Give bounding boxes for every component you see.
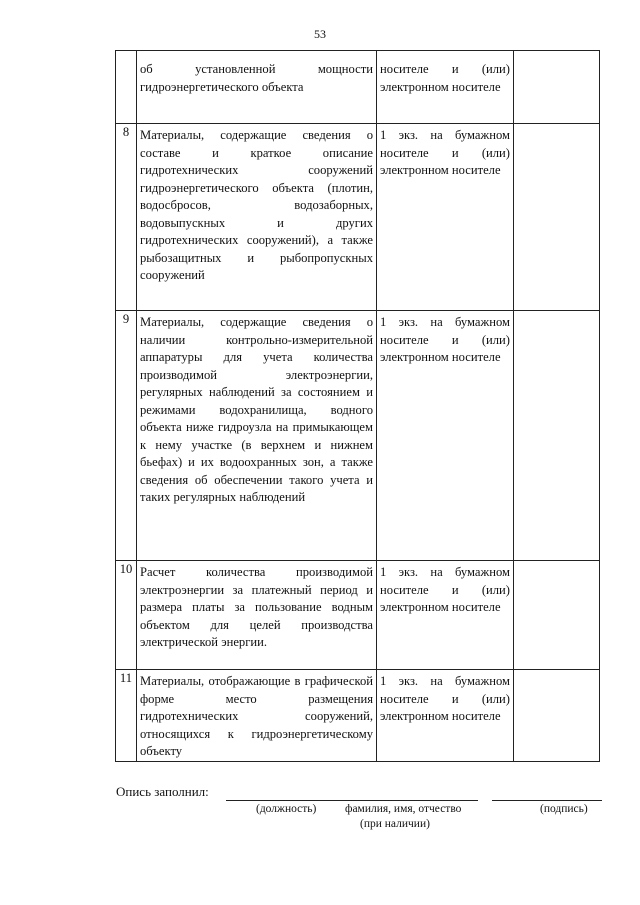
document-name: Материалы, отображающие в графической форме место размещения гидротехнических сооружений, относящихся к гидроэнергетическому объекту xyxy=(137,670,377,762)
document-name: Материалы, содержащие сведения о составе и краткое описание гидротехнических сооружений гидроэнергетического объекта (плотин, водосбросов, водозаборных, водовыпускных и других гидротехнических сооружений), а также рыбозащитных и рыбопропускных сооружений xyxy=(137,124,377,311)
position-caption: (должность) xyxy=(256,803,317,815)
note-cell xyxy=(514,51,600,124)
note-cell xyxy=(514,311,600,561)
note-cell xyxy=(514,124,600,311)
table-row xyxy=(116,311,600,561)
document-name: Расчет количества производимой электроэнергии за платежный период и размера платы за пользование водным объектом для целей производства электрической энергии. xyxy=(137,561,377,670)
inventory-table xyxy=(115,50,600,762)
document-name: об установленной мощности гидроэнергетического объекта xyxy=(137,51,377,124)
name-caption: фамилия, имя, отчество xyxy=(345,803,462,815)
note-cell xyxy=(514,670,600,762)
row-number: 10 xyxy=(116,561,137,670)
signature-line xyxy=(492,786,602,801)
document-name: Материалы, содержащие сведения о наличии контрольно-измерительной аппаратуры для учета количества производимой электроэнергии, регулярных наблюдений за состоянием и режимами водохранилища, водного объекта ниже гидроузла на примыкающем к нему участке (в верхнем и нижнем бьефах) и их водоохранных зон, а также сведения об обеспечении такого учета и таких регулярных наблюдений xyxy=(137,311,377,561)
table-row xyxy=(116,670,600,762)
row-number: 11 xyxy=(116,670,137,762)
table-row xyxy=(116,51,600,124)
copies-carrier: 1 экз. на бумажном носителе и (или) электронном носителе xyxy=(377,561,514,670)
signature-caption: (подпись) xyxy=(540,803,588,815)
copies-carrier: 1 экз. на бумажном носителе и (или) электронном носителе xyxy=(377,670,514,762)
page-number: 53 xyxy=(314,27,326,41)
name-caption-note: (при наличии) xyxy=(360,818,430,830)
copies-carrier: носителе и (или) электронном носителе xyxy=(377,51,514,124)
copies-carrier: 1 экз. на бумажном носителе и (или) электронном носителе xyxy=(377,124,514,311)
position-line xyxy=(226,786,344,801)
row-number: 9 xyxy=(116,311,137,561)
table-row xyxy=(116,561,600,670)
row-number: 8 xyxy=(116,124,137,311)
name-line xyxy=(344,786,478,801)
table-row xyxy=(116,124,600,311)
note-cell xyxy=(514,561,600,670)
row-number xyxy=(116,51,137,124)
copies-carrier: 1 экз. на бумажном носителе и (или) электронном носителе xyxy=(377,311,514,561)
filled-by-label: Опись заполнил: xyxy=(116,784,209,799)
